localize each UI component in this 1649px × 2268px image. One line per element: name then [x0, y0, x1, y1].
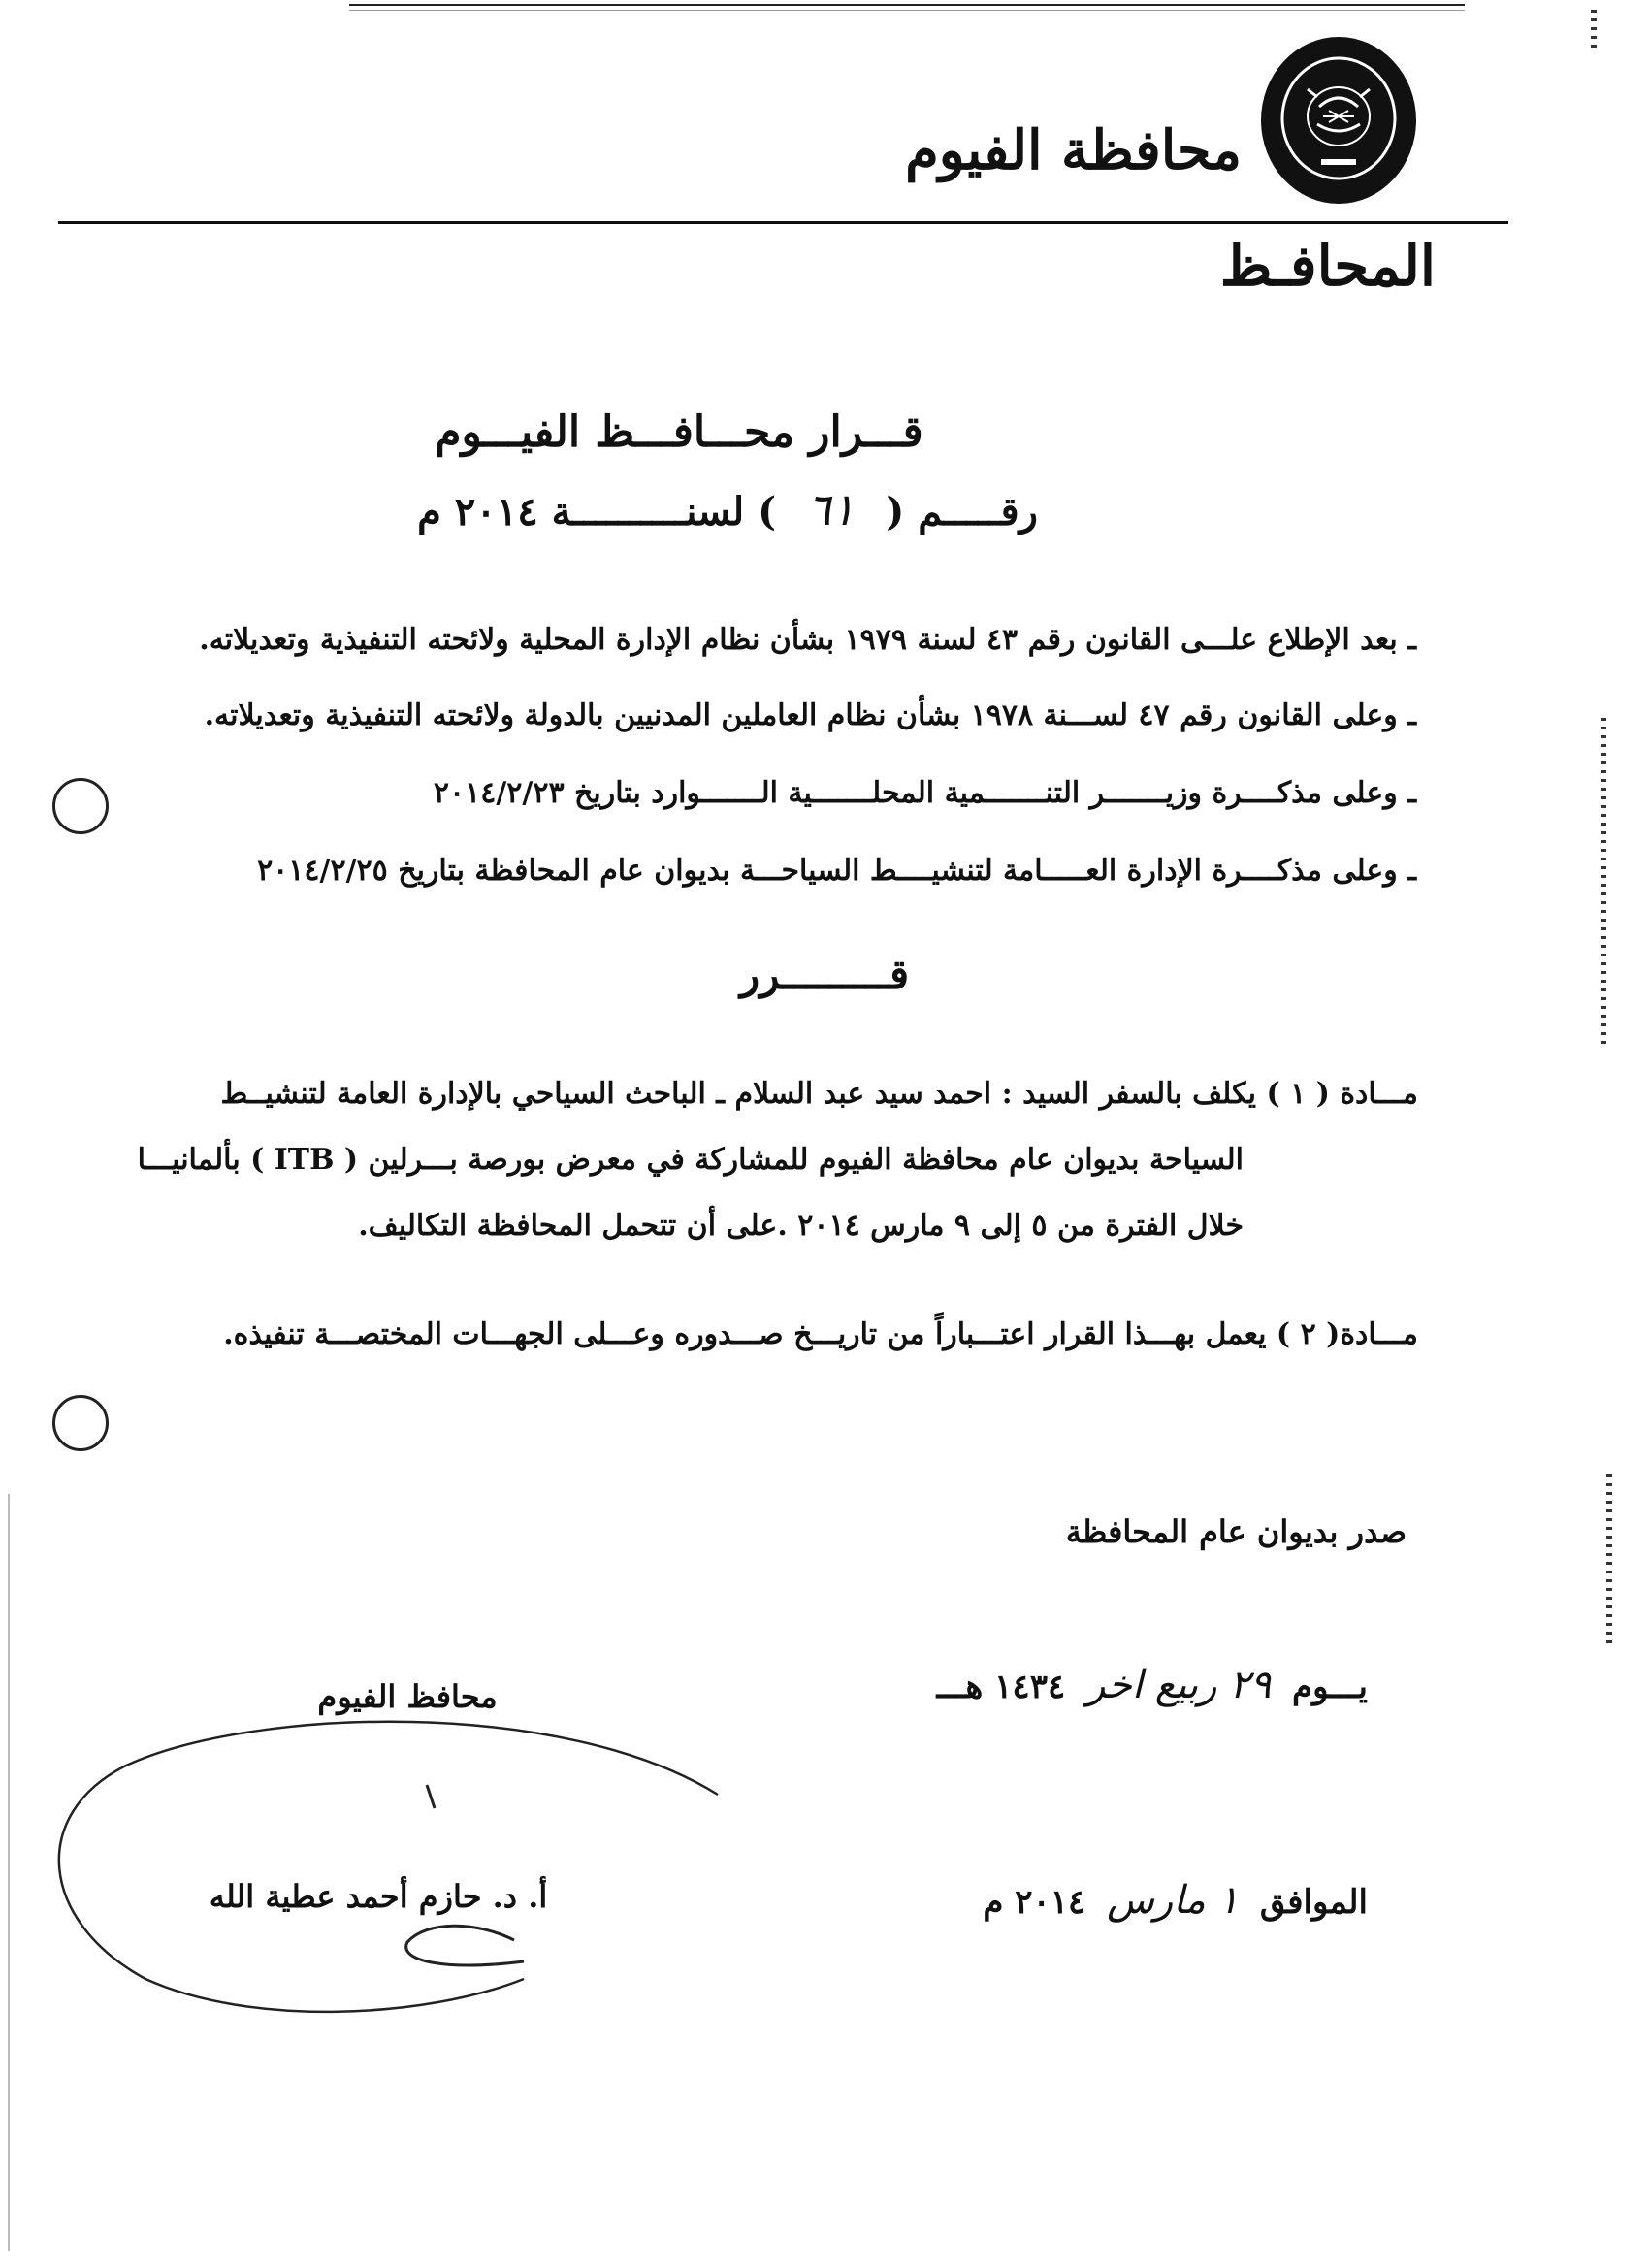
decree-number-mid: ) لسنــــــــــة: [551, 489, 777, 535]
header-divider: [58, 221, 1508, 224]
office-title: المحافـظ: [1219, 233, 1436, 299]
preamble-line: ـ وعلى مذكــــرة الإدارة العـــــامة لتنشيــــط السياحـــة بديوان عام المحافظة بتاريخ ٢٠١٤/٢/٢٥: [257, 854, 1416, 888]
preamble-line: ـ وعلى القانون رقم ٤٧ لســـنة ١٩٧٨ بشأن نظام العاملين المدنيين بالدولة ولائحته التنفيذية وتعديلاته.: [204, 698, 1416, 732]
scan-artifact: [1600, 718, 1606, 1048]
date-gregorian: [873, 1878, 1368, 1923]
signature-stroke: [19, 1688, 737, 2037]
date-hijri: [873, 1663, 1368, 1707]
issued-at: صدر بديوان عام المحافظة: [1065, 1513, 1406, 1550]
date-greg-prefix: الموافق: [1259, 1883, 1368, 1922]
punch-hole: [52, 778, 109, 834]
decides-heading: قـــــــــرر: [739, 951, 910, 998]
scan-top-edge: [349, 4, 1465, 6]
decree-title: قـــرار محـــافـــظ الفيـــوم: [435, 407, 923, 457]
scan-top-edge-thin: [349, 10, 1465, 11]
preamble-line: ـ وعلى مذكــــرة وزيـــــــر التنـــــــمية المحلـــــــية الـــــــوارد بتاريخ ٢٠١٤/٢/٢٣: [433, 776, 1416, 810]
article-1-line: السياحة بديوان عام محافظة الفيوم للمشاركة في معرض بورصة بـــرلين ( ITB ) بألمانيـــا: [137, 1143, 1244, 1177]
date-hijri-year: ١٤٣٤ هـــ: [936, 1668, 1066, 1706]
punch-hole: [52, 1395, 109, 1451]
scan-artifact: [1606, 1474, 1612, 1649]
article-1-line: خلال الفترة من ٥ إلى ٩ مارس ٢٠١٤ .على أن تتحمل المحافظة التكاليف.: [358, 1209, 1244, 1243]
date-greg-handwritten: ١ مارس: [1107, 1878, 1240, 1923]
date-greg-year: ٢٠١٤ م: [983, 1883, 1086, 1922]
preamble-line: ـ بعد الإطلاع علـــى القانون رقم ٤٣ لسنة ١٩٧٩ بشأن نظام الإدارة المحلية ولائحته التنفيذية وتعديلاته.: [199, 623, 1416, 657]
decree-number-prefix: رقـــــم (: [886, 489, 1038, 535]
date-hijri-prefix: يـــوم: [1292, 1668, 1368, 1706]
decree-number: [291, 483, 1164, 535]
governorate-seal-emblem-icon: [1259, 35, 1418, 206]
decree-number-handwritten: ٦١: [807, 483, 856, 535]
article-2: مـــادة( ٢ ) يعمل بهـــذا القرار اعتـــباراً من تاريـــخ صـــدوره وعـــلى الجهـــات المختصـــة تنفيذه.: [223, 1317, 1418, 1351]
scan-left-edge: [8, 1494, 10, 2251]
article-1-line: مـــادة ( ١ ) يكلف بالسفر السيد : احمد سيد عبد السلام ـ الباحث السياحي بالإدارة العامة لتنشيــط: [220, 1077, 1418, 1111]
date-hijri-handwritten: ٢٩ ربيع اخر: [1086, 1663, 1272, 1707]
signer-name: أ. د. حازم أحمد عطية الله: [209, 1878, 548, 1915]
governorate-name: محافظة الفيوم: [905, 118, 1242, 182]
scan-artifact: [1591, 10, 1597, 49]
signer-title: محافظ الفيوم: [317, 1678, 498, 1715]
decree-year: ٢٠١٤ م: [417, 489, 538, 535]
